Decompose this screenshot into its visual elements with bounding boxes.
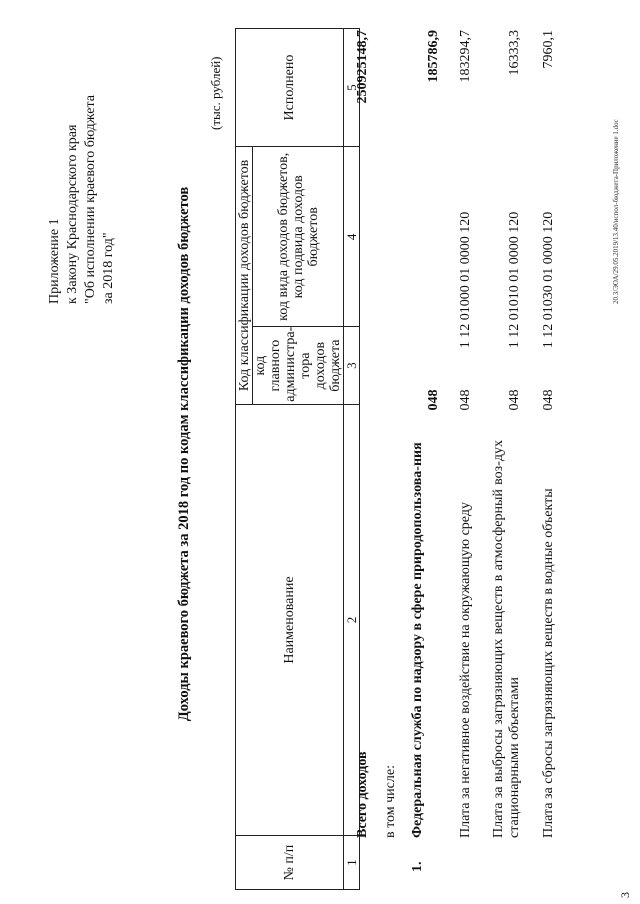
row-value: 185786,9 xyxy=(426,30,441,83)
row-kind-code: 1 12 01010 01 0000 120 xyxy=(507,211,522,349)
row-number: 1. xyxy=(410,861,425,872)
appendix-note xyxy=(46,24,118,304)
header-no: № п/п xyxy=(236,836,344,890)
column-number: 3 xyxy=(344,327,360,404)
row-name: Плата за сбросы загрязняющих веществ в водные объекты xyxy=(541,488,556,838)
row-value: 250925148,7 xyxy=(355,30,370,104)
row-kind-code: 1 12 01030 01 0000 120 xyxy=(541,211,556,349)
header-kind-code: код вида доходов бюджетов, код подвида доходов бюджетов xyxy=(253,147,344,327)
row-name: Плата за выбросы загрязняющих веществ в атмосферный воз-дух стационарными объектами xyxy=(491,440,522,838)
row-name: Всего доходов xyxy=(355,751,370,838)
column-number: 5 xyxy=(344,29,360,147)
appendix-line: к Закону Краснодарского края xyxy=(65,124,80,304)
row-name: Федеральная служба по надзору в сфере природопользова-ния xyxy=(410,442,425,838)
row-admin-code: 048 xyxy=(426,389,441,411)
appendix-line: "Об исполнении краевого бюджета xyxy=(83,95,98,304)
row-kind-code: 1 12 01000 01 0000 120 xyxy=(458,211,473,349)
row-value: 183294,7 xyxy=(458,30,473,83)
header-admin-code: код главного администра-тора доходов бюджета xyxy=(253,327,344,404)
row-name: в том числе: xyxy=(383,765,398,838)
row-name: Плата за негативное воздействие на окружающую среду xyxy=(458,502,473,838)
row-admin-code: 048 xyxy=(507,389,522,411)
header-code-group: Код классификации доходов бюджетов xyxy=(236,147,253,405)
appendix-line: за 2018 год" xyxy=(101,232,116,304)
column-number: 2 xyxy=(344,404,360,836)
units-label: (тыс. рублей) xyxy=(208,56,223,130)
row-admin-code: 048 xyxy=(458,389,473,411)
row-admin-code: 048 xyxy=(541,389,556,411)
column-number: 4 xyxy=(344,147,360,327)
column-number: 1 xyxy=(344,836,360,890)
header-executed: Исполнено xyxy=(236,29,344,147)
document-title: Доходы краевого бюджета за 2018 год по кодам классификации доходов бюджетов xyxy=(176,186,192,722)
appendix-line: Приложение 1 xyxy=(47,218,62,304)
revenue-table-header xyxy=(235,28,360,890)
page-number: 3 xyxy=(618,892,632,898)
row-value: 7960,1 xyxy=(541,30,556,69)
row-value: 16333,3 xyxy=(507,30,522,76)
file-path-footer: 20.3/ЭОА/29.05.2019/13.40/испол-бюджета-Приложение 1.doc xyxy=(612,119,620,304)
header-name: Наименование xyxy=(236,404,344,836)
